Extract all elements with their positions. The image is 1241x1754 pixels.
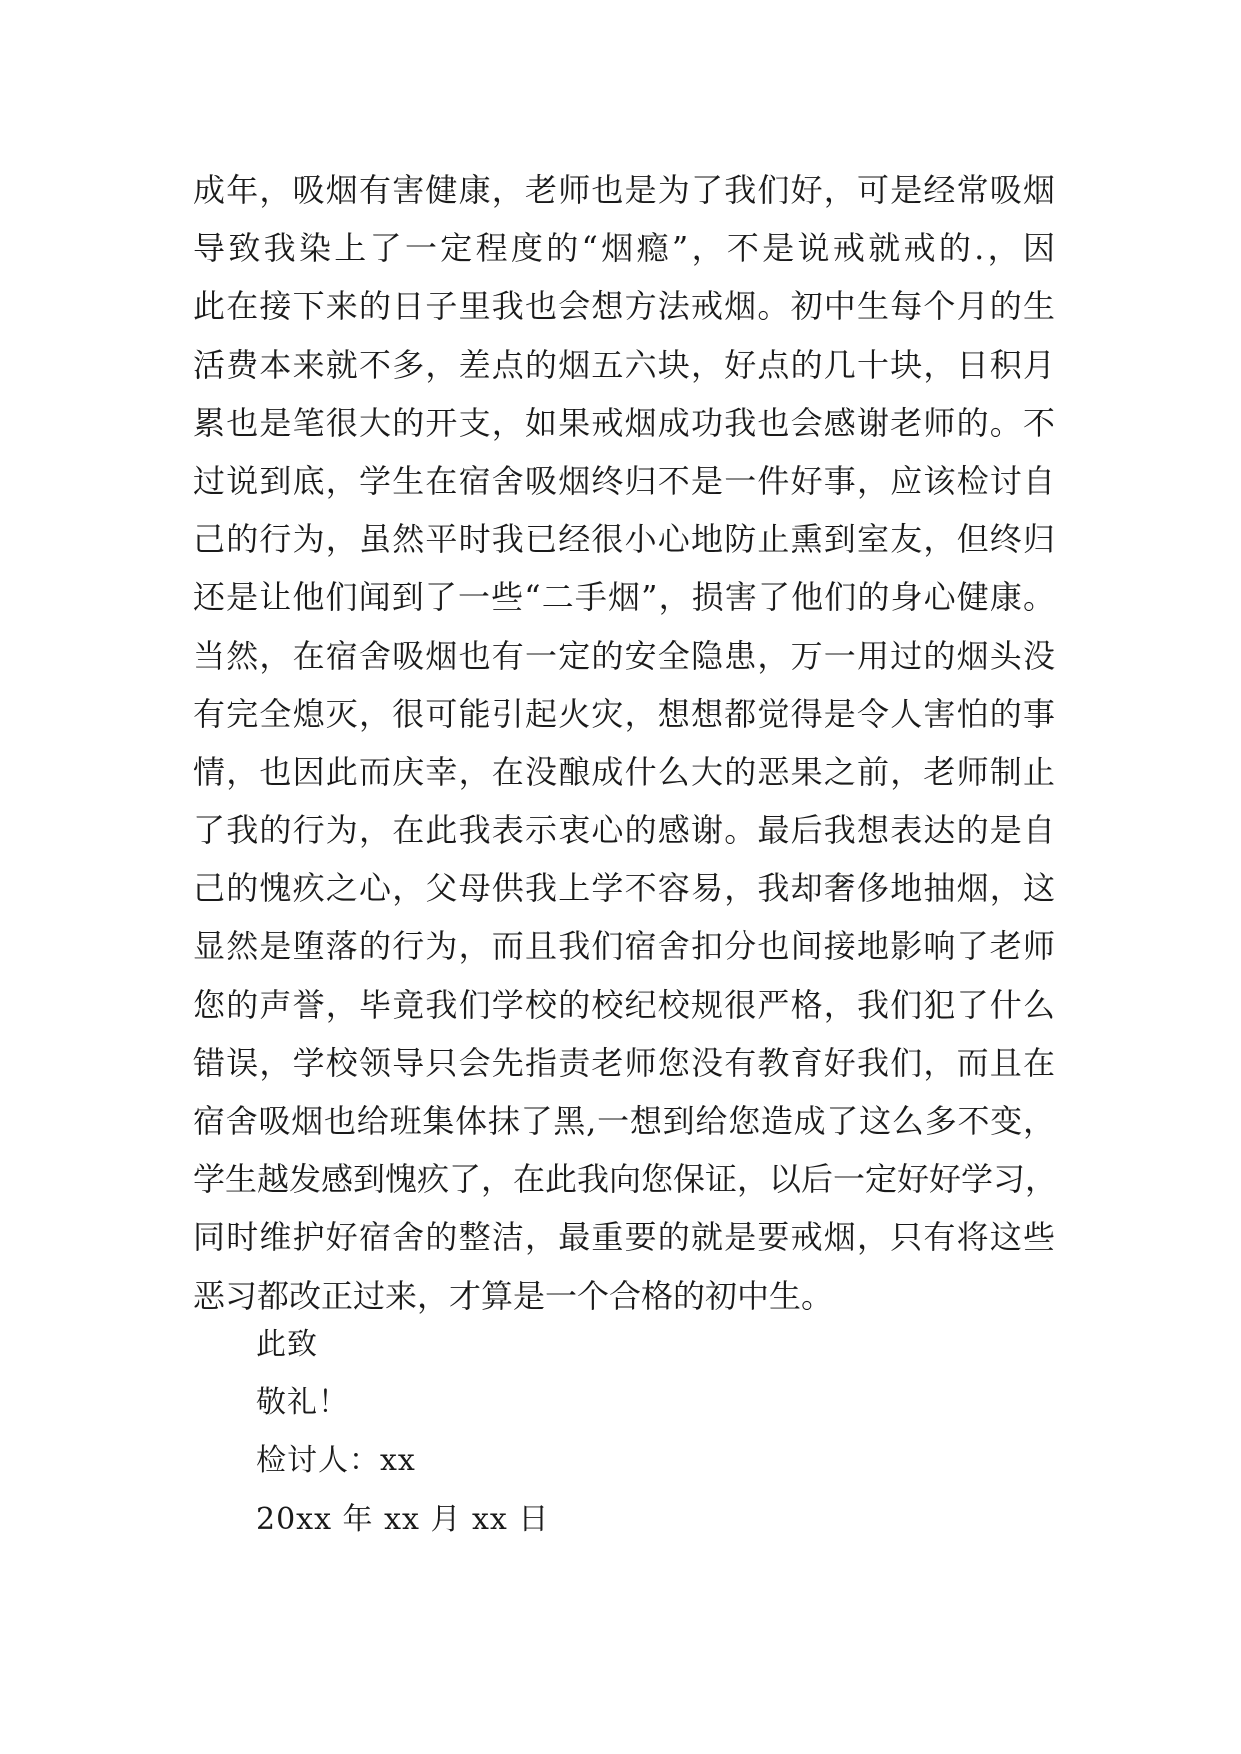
body-line-20: 恶习都改正过来，才算是一个合格的初中生。 bbox=[193, 1276, 834, 1315]
body-line-15: 您的声誉，毕竟我们学校的校纪校规很严格，我们犯了什么 bbox=[193, 985, 1055, 1024]
letter-closing bbox=[256, 1316, 549, 1549]
body-line-14: 显然是堕落的行为，而且我们宿舍扣分也间接地影响了老师 bbox=[193, 927, 1055, 966]
body-line-13: 己的愧疚之心，父母供我上学不容易，我却奢侈地抽烟，这 bbox=[193, 869, 1055, 908]
body-line-9: 当然，在宿舍吸烟也有一定的安全隐患，万一用过的烟头没 bbox=[193, 636, 1055, 675]
body-line-10: 有完全熄灭，很可能引起火灾，想想都觉得是令人害怕的事 bbox=[193, 694, 1055, 733]
letter-body bbox=[193, 161, 1058, 1325]
body-line-5: 累也是笔很大的开支，如果戒烟成功我也会感谢老师的。不 bbox=[193, 403, 1055, 442]
closing-salutation: 此致 bbox=[256, 1327, 318, 1362]
body-line-6: 过说到底，学生在宿舍吸烟终归不是一件好事，应该检讨自 bbox=[193, 461, 1055, 500]
body-line-11: 情，也因此而庆幸，在没酿成什么大的恶果之前，老师制止 bbox=[193, 752, 1055, 791]
body-line-3: 此在接下来的日子里我也会想方法戒烟。初中生每个月的生 bbox=[193, 287, 1055, 326]
date-line: 20xx 年 xx 月 xx 日 bbox=[256, 1501, 550, 1537]
body-line-4: 活费本来就不多，差点的烟五六块，好点的几十块，日积月 bbox=[193, 345, 1055, 384]
signer-line: 检讨人：xx bbox=[256, 1443, 416, 1479]
body-line-1: 成年，吸烟有害健康，老师也是为了我们好，可是经常吸烟 bbox=[193, 171, 1055, 209]
body-line-12: 了我的行为，在此我表示衷心的感谢。最后我想表达的是自 bbox=[193, 811, 1055, 850]
body-line-2: 导致我染上了一定程度的“烟瘾”，不是说戒就戒的.，因 bbox=[193, 229, 1055, 268]
body-line-8: 还是让他们闻到了一些“二手烟”，损害了他们的身心健康。 bbox=[193, 578, 1055, 617]
body-line-16: 错误，学校领导只会先指责老师您没有教育好我们，而且在 bbox=[193, 1043, 1055, 1082]
body-line-17: 宿舍吸烟也给班集体抹了黑,一想到给您造成了这么多不变， bbox=[193, 1102, 1055, 1140]
body-line-19: 同时维护好宿舍的整洁，最重要的就是要戒烟，只有将这些 bbox=[193, 1218, 1055, 1257]
body-line-7: 己的行为，虽然平时我已经很小心地防止熏到室友，但终归 bbox=[193, 520, 1055, 559]
closing-regards: 敬礼！ bbox=[256, 1385, 349, 1421]
body-line-18: 学生越发感到愧疚了，在此我向您保证，以后一定好好学习， bbox=[193, 1160, 1058, 1199]
